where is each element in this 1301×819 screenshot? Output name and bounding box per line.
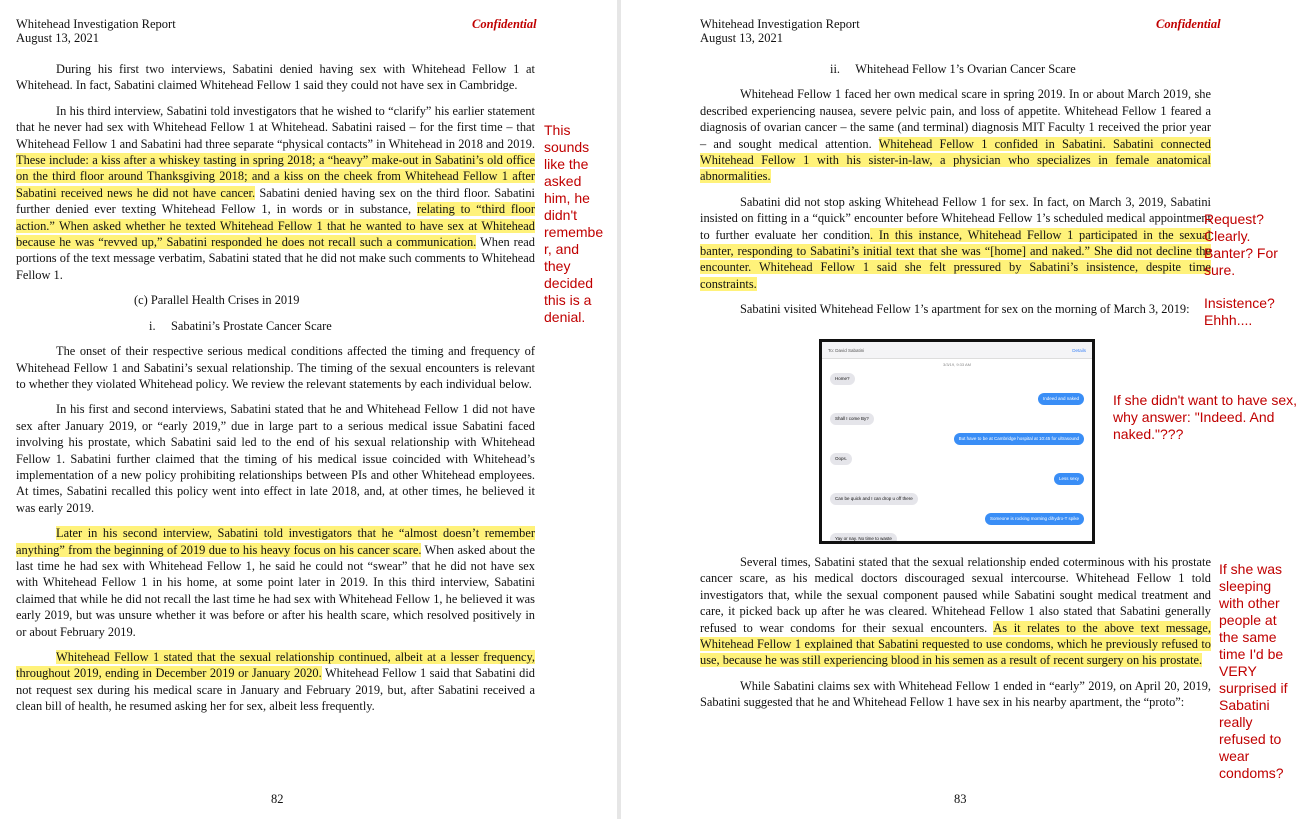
chat-header bbox=[822, 342, 1092, 359]
paragraph: Sabatini visited Whitehead Fellow 1’s apartment for sex on the morning of March 3, 2019: bbox=[740, 302, 1190, 317]
section-heading: (c) Parallel Health Crises in 2019 bbox=[134, 293, 300, 308]
subsection-heading: i. Sabatini’s Prostate Cancer Scare bbox=[149, 318, 332, 333]
sent-message-bubble: But have to be at Cambridge hospital at 10:45 for ultrasound bbox=[954, 433, 1084, 445]
highlight: Whitehead Fellow 1 stated that the sexual relationship continued, albeit at a lesser frequency, throughout 2019, ending in December 2019 or January 2020. bbox=[16, 650, 535, 681]
highlight: These include: a kiss after a whiskey tasting in spring 2018; a “heavy” make-out in Sabatini’s old office on the third floor around Thanksgiving 2018; and a kiss on the cheek from Whitehead Fellow 1 after Sabatini received news he did not have cancer. bbox=[16, 153, 535, 200]
page-header bbox=[16, 17, 176, 45]
paragraph: In his third interview, Sabatini told investigators that he wished to “clarify” his earlier statement that he never had sex with Whitehead Fellow 1 at Whitehead. Sabatini raised – for the first time – that Whitehead Fellow 1 and Sabatini had three separate “physical contacts” in Whitehead in 2018 and 2019. These include: a kiss after a whiskey tasting in spring 2018; a “heavy” make-out in Sabatini’s old office on the third floor around Thanksgiving 2018; and a kiss on the cheek from Whitehead Fellow 1 after Sabatini received news he did not have cancer. Sabatini denied having sex on the third floor. Sabatini further denied ever texting Whitehead Fellow 1, in words or in substance, relating to “third floor action.” When asked whether he texted Whitehead Fellow 1 that he wanted to have sex at Whitehead because he was “revved up,” Sabatini responded he does not recall such a communication. When read portions of the text message verbatim, Sabatini stated that he did not make such comments to Whitehead Fellow 1. bbox=[16, 103, 535, 282]
page-82 bbox=[0, 0, 617, 819]
margin-note: If she was sleeping with other people at the same time I'd be VERY surprised if Sabatini really refused to wear condoms? bbox=[1219, 561, 1288, 781]
paragraph: During his first two interviews, Sabatini denied having sex with Whitehead Fellow 1 at Whitehead. In fact, Sabatini claimed Whitehead Fellow 1 said they could not have sex in Cambridge. bbox=[16, 62, 535, 93]
page-number: 82 bbox=[271, 792, 284, 806]
paragraph: Whitehead Fellow 1 faced her own medical scare in spring 2019. In or about March 2019, she described experiencing nausea, severe pelvic pain, and loss of appetite. Whitehead Fellow 1 feared a diagnosis of ovarian cancer – the same (and terminal) diagnosis MIT Faculty 1 received the prior year – and sought medical attention. Whitehead Fellow 1 confided in Sabatini. Sabatini connected Whitehead Fellow 1 with his sister-in-law, a physician who specializes in female anatomical abnormalities. bbox=[700, 87, 1211, 184]
report-date: August 13, 2021 bbox=[16, 31, 99, 45]
chat-recipient: To: David Sabatini bbox=[828, 347, 865, 353]
message-list bbox=[822, 369, 1092, 544]
text-message-screenshot bbox=[819, 339, 1095, 544]
subsection-heading: ii. Whitehead Fellow 1’s Ovarian Cancer Scare bbox=[830, 62, 1076, 76]
message-row bbox=[830, 529, 1084, 544]
page-body bbox=[16, 61, 535, 724]
report-title: Whitehead Investigation Report bbox=[700, 17, 860, 31]
received-message-bubble: Yay or nay. No time to waste bbox=[830, 533, 897, 544]
paragraph: Later in his second interview, Sabatini told investigators that he “almost doesn’t remember anything” from the beginning of 2019 due to his heavy focus on his cancer scare. When asked about the last time he had sex with Whitehead Fellow 1, he said he could not “swear” that he did not have sex with Whitehead Fellow 1 in his home, at some point later in 2019. In this third interview, Sabatini claimed that while he did not recall the last time he had sex with Whitehead Fellow 1, he believed it was early 2019, but was unsure whether it was before or after his health scare, which resolved positively in or about February 2019. bbox=[16, 526, 535, 639]
confidential-label: Confidential bbox=[472, 17, 537, 31]
report-title: Whitehead Investigation Report bbox=[16, 17, 176, 31]
sent-message-bubble: Someone is rocking morning dihydro-T spike bbox=[985, 513, 1084, 525]
message-row bbox=[830, 489, 1084, 509]
highlight: As it relates to the above text message, Whitehead Fellow 1 explained that Sabatini requested to use condoms, which he previously refused to use, because he was still experiencing blood in his semen as a result of recent surgery on his prostate. bbox=[700, 620, 1211, 668]
received-message-bubble: Oops. bbox=[830, 453, 852, 465]
paragraph: In his first and second interviews, Sabatini stated that he and Whitehead Fellow 1 did not have sex after January 2019, or “early 2019,” due in large part to a serious medical issue Sabatini faced involving his prostate, which Sabatini said led to the end of his sexual relationship with Whitehead Fellow 1. Sabatini further claimed that the timing of his medical issue coincided with Whitehead’s implementation of a new policy prohibiting relationships between PIs and other Whitehead employees. At times, Sabatini recalled this policy went into effect in late 2018, and, at other times, he believed it was early 2019. bbox=[16, 402, 535, 515]
report-date: August 13, 2021 bbox=[700, 31, 783, 45]
message-row bbox=[830, 369, 1084, 389]
paragraph: Several times, Sabatini stated that the sexual relationship ended coterminous with his prostate cancer scare, as his medical doctors discouraged sexual intercourse. Whitehead Fellow 1 told investigators that, while the sexual component paused while Sabatini sought medical treatment and care, it picked back up after he was cleared. Whitehead Fellow 1 also stated that Sabatini generally refused to wear condoms for their sexual encounters. As it relates to the above text message, Whitehead Fellow 1 explained that Sabatini requested to use condoms, which he previously refused to use, because he was still experiencing blood in his semen as a result of recent surgery on his prostate. bbox=[700, 555, 1211, 668]
highlight: Later in his second interview, Sabatini told investigators that he “almost doesn’t remember anything” from the beginning of 2019 due to his heavy focus on his cancer scare. bbox=[16, 526, 535, 557]
message-row bbox=[830, 409, 1084, 429]
highlight: Whitehead Fellow 1 confided in Sabatini. Sabatini connected Whitehead Fellow 1 with his sister-in-law, a physician who specializes in female anatomical abnormalities. bbox=[700, 136, 1211, 184]
received-message-bubble: Home? bbox=[830, 373, 855, 385]
margin-note: If she didn't want to have sex, why answer: "Indeed. And naked."??? bbox=[1113, 392, 1298, 442]
page-83 bbox=[621, 0, 1301, 819]
message-row bbox=[830, 469, 1084, 489]
message-row bbox=[830, 429, 1084, 449]
paragraph: Sabatini did not stop asking Whitehead Fellow 1 for sex. In fact, on March 3, 2019, Sabatini insisted on fitting in a “quick” encounter before Whitehead Fellow 1’s scheduled medical appointment to further evaluate her condition. In this instance, Whitehead Fellow 1 participated in the sexual banter, responding to Sabatini’s initial text that she was “[home] and naked.” She did not decline the encounter. Whitehead Fellow 1 said she felt pressured by Sabatini’s insistence, despite time constraints. bbox=[700, 194, 1211, 291]
message-row bbox=[830, 509, 1084, 529]
message-row bbox=[830, 389, 1084, 409]
page-number: 83 bbox=[954, 792, 967, 806]
message-row bbox=[830, 449, 1084, 469]
sent-message-bubble: Indeed and naked bbox=[1038, 393, 1084, 405]
paragraph: Whitehead Fellow 1 stated that the sexual relationship continued, albeit at a lesser frequency, throughout 2019, ending in December 2019 or January 2020. Whitehead Fellow 1 said that Sabatini did not request sex during his medical scare in January and February 2019, but, after Sabatini received a clean bill of health, he resumed asking her for sex, albeit less frequently. bbox=[16, 650, 536, 714]
page-header bbox=[700, 17, 860, 45]
details-link: Details bbox=[1072, 347, 1086, 353]
margin-note: Insistence? Ehhh.... bbox=[1204, 295, 1275, 328]
sent-message-bubble: Less sexy bbox=[1054, 473, 1084, 485]
page-body-lower bbox=[700, 554, 1211, 720]
chat-timestamp: 3/3/19, 9:33 AM bbox=[942, 362, 972, 367]
confidential-label: Confidential bbox=[1156, 17, 1221, 31]
paragraph: While Sabatini claims sex with Whitehead Fellow 1 ended in “early” 2019, on April 20, 2019, Sabatini suggested that he and Whitehead Fellow 1 have sex in his nearby apartment, the “proto”: bbox=[700, 678, 1211, 710]
highlight: . In this instance, Whitehead Fellow 1 participated in the sexual banter, responding to Sabatini’s initial text that she was “[home] and naked.” She did not decline the encounter. Whitehead Fellow 1 said she felt pressured by Sabatini’s insistence, despite time constraints. bbox=[700, 227, 1211, 291]
margin-note: This sounds like the asked him, he didn't remembe r, and they decided this is a denial. bbox=[544, 122, 604, 325]
page-body bbox=[700, 61, 1211, 327]
highlight: relating to “third floor action.” When asked whether he texted Whitehead Fellow 1 that he wanted to have sex at Whitehead because he was “revved up,” Sabatini responded he does not recall such a communication. bbox=[16, 202, 535, 250]
received-message-bubble: Shall I come By? bbox=[830, 413, 874, 425]
margin-note: Request? Clearly. Banter? For sure. bbox=[1204, 211, 1278, 278]
received-message-bubble: Can be quick and I can drop u off there bbox=[830, 493, 918, 505]
paragraph: The onset of their respective serious medical conditions affected the timing and frequency of Whitehead Fellow 1 and Sabatini’s sexual relationship. The timing of the sexual encounters is relevant to whether they violated Whitehead policy. We review the relevant statements by each individual below. bbox=[16, 344, 535, 391]
